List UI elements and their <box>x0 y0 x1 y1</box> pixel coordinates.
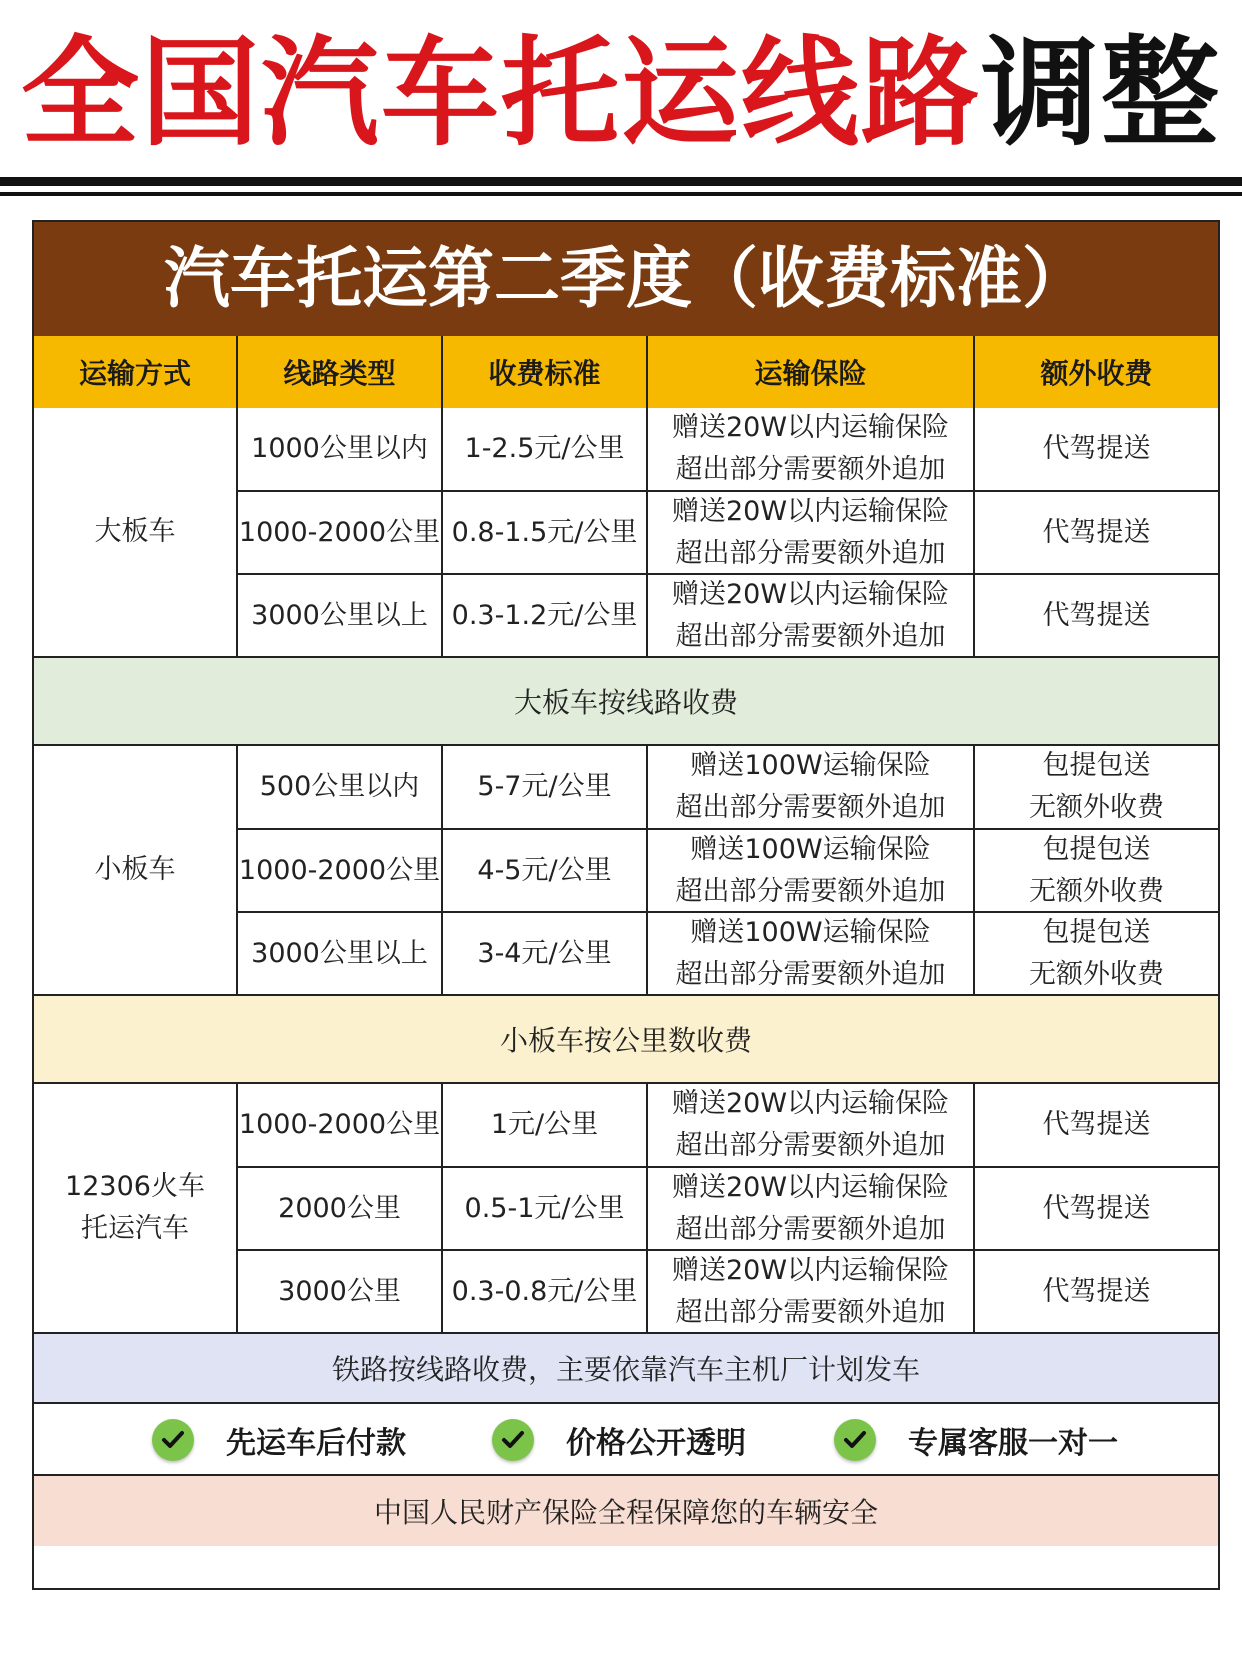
feature-item <box>492 1404 746 1476</box>
extra-cell <box>975 492 1218 575</box>
extra-line-1: 包提包送 <box>1042 833 1151 865</box>
extra-line-2: 无额外收费 <box>1029 875 1164 907</box>
feature-label: 专属客服一对一 <box>908 1426 1118 1461</box>
route-cell: 1000-2000公里 <box>238 1084 443 1168</box>
insurance-cell <box>648 913 975 996</box>
insurance-cell <box>648 1168 975 1251</box>
route-cell: 3000公里以上 <box>238 913 443 996</box>
extra-line-2: 无额外收费 <box>1029 792 1164 823</box>
header-route: 线路类型 <box>238 336 443 408</box>
insurance-cell <box>648 575 975 658</box>
extra-line-1: 代驾提送 <box>1042 433 1151 464</box>
insurance-line-2: 超出部分需要额外追加 <box>675 620 946 652</box>
extra-line-1: 代驾提送 <box>1042 1192 1151 1224</box>
price-cell: 0.3-0.8元/公里 <box>443 1251 648 1334</box>
insurance-line-2: 超出部分需要额外追加 <box>675 537 946 569</box>
insurance-line-2: 超出部分需要额外追加 <box>675 1130 946 1161</box>
header-price: 收费标准 <box>443 336 648 408</box>
insurance-line-2: 超出部分需要额外追加 <box>675 792 946 823</box>
insurance-line-1: 赠送100W运输保险 <box>690 833 931 865</box>
footer-note: 中国人民财产保险全程保障您的车辆安全 <box>34 1476 1218 1546</box>
extra-cell <box>975 1168 1218 1251</box>
extra-cell <box>975 830 1218 913</box>
insurance-line-1: 赠送20W以内运输保险 <box>671 578 950 610</box>
header-extra: 额外收费 <box>1040 357 1153 390</box>
insurance-cell <box>648 746 975 830</box>
insurance-line-1: 赠送20W以内运输保险 <box>671 1088 950 1119</box>
price-cell: 4-5元/公里 <box>443 830 648 913</box>
extra-line-2: 无额外收费 <box>1029 958 1164 990</box>
headline-red-text: 全国汽车托运线路 <box>20 24 981 162</box>
header-insurance: 运输保险 <box>648 336 975 408</box>
group-mode-cell: 小板车 <box>34 746 238 996</box>
extra-line-1: 包提包送 <box>1042 750 1151 781</box>
insurance-line-2: 超出部分需要额外追加 <box>675 875 946 907</box>
route-cell: 1000-2000公里 <box>238 492 443 575</box>
feature-label: 先运车后付款 <box>226 1426 406 1461</box>
insurance-line-2: 超出部分需要额外追加 <box>675 454 946 485</box>
mode-line-2: 托运汽车 <box>81 1213 189 1244</box>
route-cell: 500公里以内 <box>238 746 443 830</box>
extra-cell <box>975 746 1218 830</box>
group-mode-cell: 大板车 <box>34 408 238 658</box>
extra-cell <box>975 1084 1218 1168</box>
insurance-line-2: 超出部分需要额外追加 <box>675 1213 946 1245</box>
page-headline <box>0 18 1242 168</box>
pricing-table <box>32 220 1220 1590</box>
extra-line-1: 代驾提送 <box>1042 599 1151 631</box>
table-banner: 汽车托运第二季度（收费标准） <box>34 222 1218 336</box>
insurance-line-1: 赠送20W以内运输保险 <box>671 412 950 443</box>
route-cell: 1000-2000公里 <box>238 830 443 913</box>
price-cell: 1-2.5元/公里 <box>443 408 648 492</box>
group-note: 铁路按线路收费，主要依靠汽车主机厂计划发车 <box>34 1334 1218 1404</box>
price-cell: 0.8-1.5元/公里 <box>443 492 648 575</box>
insurance-cell <box>648 492 975 575</box>
price-cell: 0.5-1元/公里 <box>443 1168 648 1251</box>
divider-thin <box>0 192 1242 196</box>
group-note: 大板车按线路收费 <box>34 658 1218 746</box>
insurance-line-1: 赠送20W以内运输保险 <box>671 495 950 527</box>
price-cell: 5-7元/公里 <box>443 746 648 830</box>
insurance-line-2: 超出部分需要额外追加 <box>675 958 946 990</box>
extra-line-1: 代驾提送 <box>1042 1275 1151 1307</box>
extra-cell <box>975 575 1218 658</box>
group-note: 小板车按公里数收费 <box>34 996 1218 1084</box>
insurance-line-1: 赠送100W运输保险 <box>690 750 931 781</box>
features-row <box>34 1404 1218 1476</box>
price-cell: 0.3-1.2元/公里 <box>443 575 648 658</box>
price-cell: 1元/公里 <box>443 1084 648 1168</box>
headline-black-text: 调整 <box>981 24 1222 162</box>
feature-label: 价格公开透明 <box>566 1426 746 1461</box>
route-cell: 2000公里 <box>238 1168 443 1251</box>
route-cell: 1000公里以内 <box>238 408 443 492</box>
feature-item <box>834 1404 1118 1476</box>
divider-thick <box>0 177 1242 186</box>
insurance-cell <box>648 408 975 492</box>
insurance-line-2: 超出部分需要额外追加 <box>675 1296 946 1328</box>
extra-cell <box>975 1251 1218 1334</box>
extra-line-1: 代驾提送 <box>1042 516 1151 548</box>
insurance-cell <box>648 830 975 913</box>
table-header-row <box>34 336 1218 408</box>
check-icon <box>834 1419 876 1461</box>
insurance-cell <box>648 1084 975 1168</box>
insurance-line-1: 赠送20W以内运输保险 <box>671 1171 950 1203</box>
extra-cell <box>975 913 1218 996</box>
mode-line-1: 12306火车 <box>65 1171 205 1202</box>
price-cell: 3-4元/公里 <box>443 913 648 996</box>
group-mode-cell <box>34 1084 238 1334</box>
check-icon <box>492 1419 534 1461</box>
feature-item <box>152 1404 406 1476</box>
check-icon <box>152 1419 194 1461</box>
header-mode: 运输方式 <box>34 336 238 408</box>
route-cell: 3000公里 <box>238 1251 443 1334</box>
insurance-cell <box>648 1251 975 1334</box>
extra-line-1: 代驾提送 <box>1042 1109 1151 1140</box>
extra-cell <box>975 408 1218 492</box>
extra-line-1: 包提包送 <box>1042 916 1151 948</box>
insurance-line-1: 赠送20W以内运输保险 <box>671 1254 950 1286</box>
route-cell: 3000公里以上 <box>238 575 443 658</box>
insurance-line-1: 赠送100W运输保险 <box>690 916 931 948</box>
